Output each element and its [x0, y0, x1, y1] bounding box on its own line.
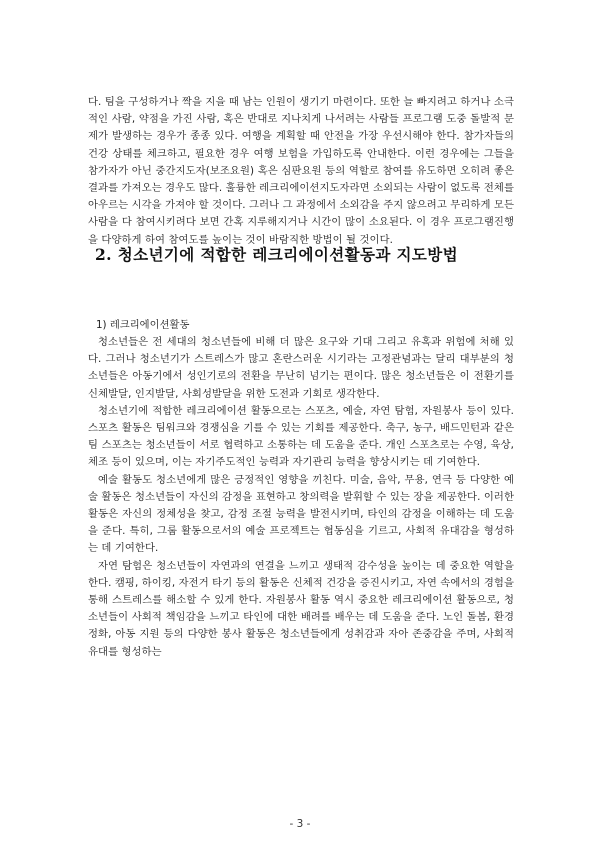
intro-paragraph-block [88, 94, 514, 249]
page-number: - 3 - [289, 818, 311, 830]
paragraph: 청소년기에 적합한 레크리에이션 활동으로는 스포츠, 예술, 자연 탐험, 자원봉사 등이 있다. 스포츠 활동은 팀워크와 경쟁심을 기를 수 있는 기회를 제공한다. 축구, 농구, 배드민턴과 같은 팀 스포츠는 청소년들이 서로 협력하고 소통하는 데 도움을 준다. 개인 스포츠로는 수영, 육상, 체조 등이 있으며, 이는 자기주도적인 능력과 자기관리 능력을 향상시키는 데 기여한다. [88, 404, 514, 469]
section-body [88, 334, 514, 661]
paragraph: 예술 활동도 청소년에게 많은 긍정적인 영향을 끼친다. 미술, 음악, 무용, 연극 등 다양한 예술 활동은 청소년들이 자신의 감정을 표현하고 창의력을 발휘할 수 있는 장을 제공한다. 이러한 활동은 자신의 정체성을 찾고, 감정 조절 능력을 발전시키며, 타인의 감정을 이해하는 데 도움을 준다. 특히, 그룹 활동으로서의 예술 프로젝트는 협동심을 기르고, 사회적 유대감을 형성하는 데 기여한다. [88, 473, 514, 555]
paragraph: 자연 탐험은 청소년들이 자연과의 연결을 느끼고 생태적 감수성을 높이는 데 중요한 역할을 한다. 캠핑, 하이킹, 자전거 타기 등의 활동은 신체적 건강을 증진시키고, 자연 속에서의 경험을 통해 스트레스를 해소할 수 있게 한다. 자원봉사 활동 역시 중요한 레크리에이션 활동으로, 청소년들이 사회적 책임감을 느끼고 타인에 대한 배려를 배우는 데 도움을 준다. 노인 돌봄, 환경 정화, 아동 지원 등의 다양한 봉사 활동은 청소년들에게 성취감과 자아 존중감을 주며, 사회적 유대를 형성하는 [88, 559, 514, 658]
subsection-title: 1) 레크리에이션활동 [96, 319, 190, 331]
section-title: 2. 청소년기에 적합한 레크리에이션활동과 지도방법 [95, 245, 459, 264]
paragraph: 청소년들은 전 세대의 청소년들에 비해 더 많은 요구와 기대 그리고 유혹과 위험에 처해 있다. 그러나 청소년기가 스트레스가 많고 혼란스러운 시기라는 고정관념과는 달리 대부분의 청소년들은 아동기에서 성인기로의 전환을 무난히 넘기는 편이다. 많은 청소년들은 이 전환기를 신체발달, 인지발달, 사회성발달을 위한 도전과 기회로 생각한다. [88, 336, 514, 400]
intro-paragraph: 다. 팀을 구성하거나 짝을 지을 때 남는 인원이 생기기 마련이다. 또한 늘 빠지려고 하거나 소극적인 사람, 약점을 가진 사람, 혹은 반대로 지나치게 나서려는 사람들 프로그램 도중 돌발적 문제가 발생하는 경우가 종종 있다. 여행을 계획할 때 안전을 가장 우선시해야 한다. 참가자들의 건강 상태를 체크하고, 필요한 경우 여행 보험을 가입하도록 안내한다. 이런 경우에는 그들을 참가자가 아닌 중간지도자(보조요원) 혹은 심판요원 등의 역할로 참여를 유도하면 오히려 좋은 결과를 가져오는 경우도 많다. 훌륭한 레크리에이션지도자라면 소외되는 사람이 없도록 전체를 아우르는 시각을 가져야 할 것이다. 그러나 그 과정에서 소외감을 주지 않으려고 무리하게 모든 사람을 다 참여시키려다 보면 간혹 지루해지거나 시간이 많이 소요된다. 이 경우 프로그램진행을 다양하게 하여 참여도를 높이는 것이 바람직한 방법이 될 것이다. [88, 96, 514, 246]
